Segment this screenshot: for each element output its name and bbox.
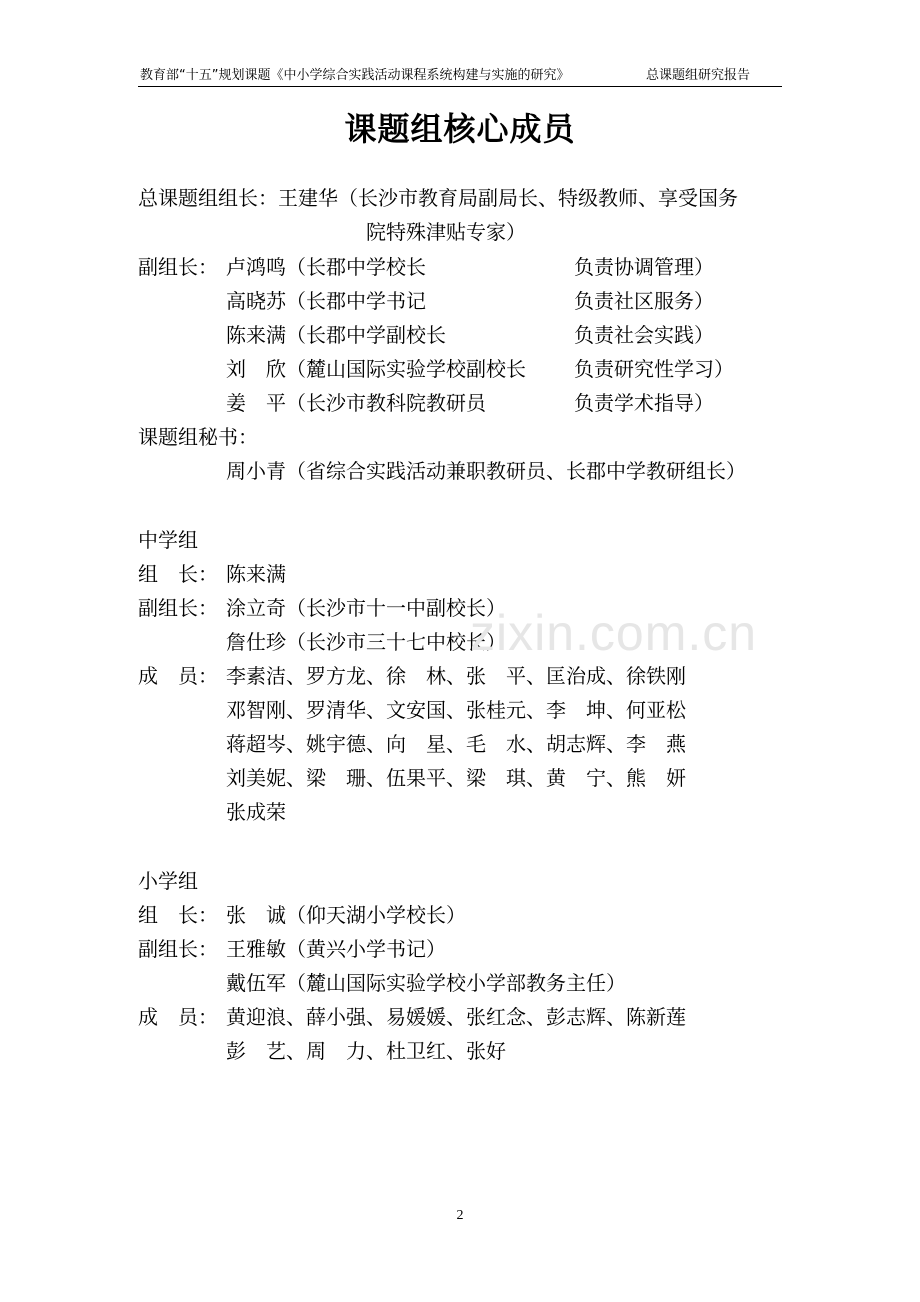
secretary-value: 周小青（省综合实践活动兼职教研员、长郡中学教研组长） [226, 459, 746, 483]
primary-group-heading: 小学组 [138, 869, 198, 893]
middle-members-row: 刘美妮、梁 珊、伍果平、梁 琪、黄 宁、熊 妍 [226, 766, 686, 790]
deputy-name: 高晓苏（长郡中学书记 [226, 289, 426, 313]
middle-leader: 陈来满 [226, 562, 286, 586]
deputy-duty: 负责研究性学习） [574, 357, 734, 381]
primary-deputy: 王雅敏（黄兴小学书记） [226, 937, 446, 961]
deputy-name: 陈来满（长郡中学副校长 [226, 323, 446, 347]
header-project-title: 教育部“十五”规划课题《中小学综合实践活动课程系统构建与实施的研究》 [140, 68, 570, 83]
middle-deputy: 涂立奇（长沙市十一中副校长） [226, 596, 506, 620]
primary-leader-label: 组 长： [138, 903, 218, 927]
deputy-label: 副组长： [138, 255, 218, 279]
middle-members-label: 成 员： [138, 664, 218, 688]
deputy-name: 姜 平（长沙市教科院教研员 [226, 391, 486, 415]
chief-leader-line1: 总课题组组长：王建华（长沙市教育局副局长、特级教师、享受国务 [138, 186, 738, 210]
middle-members-row: 张成荣 [226, 800, 286, 824]
primary-members-row: 彭 艺、周 力、杜卫红、张好 [226, 1039, 506, 1063]
page-title: 课题组核心成员 [344, 110, 576, 148]
middle-members-row: 李素洁、罗方龙、徐 林、张 平、匡治成、徐铁刚 [226, 664, 686, 688]
middle-deputy: 詹仕珍（长沙市三十七中校长） [226, 630, 506, 654]
primary-deputy-label: 副组长： [138, 937, 218, 961]
chief-leader-line2: 院特殊津贴专家） [366, 220, 526, 244]
deputy-duty: 负责社区服务） [574, 289, 714, 313]
middle-leader-label: 组 长： [138, 562, 218, 586]
middle-group-heading: 中学组 [138, 528, 198, 552]
deputy-duty: 负责学术指导） [574, 391, 714, 415]
primary-members-row: 黄迎浪、薛小强、易媛媛、张红念、彭志辉、陈新莲 [226, 1005, 686, 1029]
middle-members-row: 蒋超岑、姚宇德、向 星、毛 水、胡志辉、李 燕 [226, 732, 686, 756]
header-report-label: 总课题组研究报告 [646, 68, 751, 83]
secretary-label: 课题组秘书： [138, 425, 258, 449]
primary-leader: 张 诚（仰天湖小学校长） [226, 903, 466, 927]
primary-deputy: 戴伍军（麓山国际实验学校小学部教务主任） [226, 971, 626, 995]
middle-members-row: 邓智刚、罗清华、文安国、张桂元、李 坤、何亚松 [226, 698, 686, 722]
page-header [138, 64, 782, 87]
page-number: 2 [456, 1208, 464, 1223]
deputy-name: 刘 欣（麓山国际实验学校副校长 [226, 357, 526, 381]
deputy-duty: 负责社会实践） [574, 323, 714, 347]
deputy-duty: 负责协调管理） [574, 255, 714, 279]
middle-deputy-label: 副组长： [138, 596, 218, 620]
watermark: zixin.com.cn [470, 605, 758, 661]
primary-members-label: 成 员： [138, 1005, 218, 1029]
deputy-name: 卢鸿鸣（长郡中学校长 [226, 255, 426, 279]
